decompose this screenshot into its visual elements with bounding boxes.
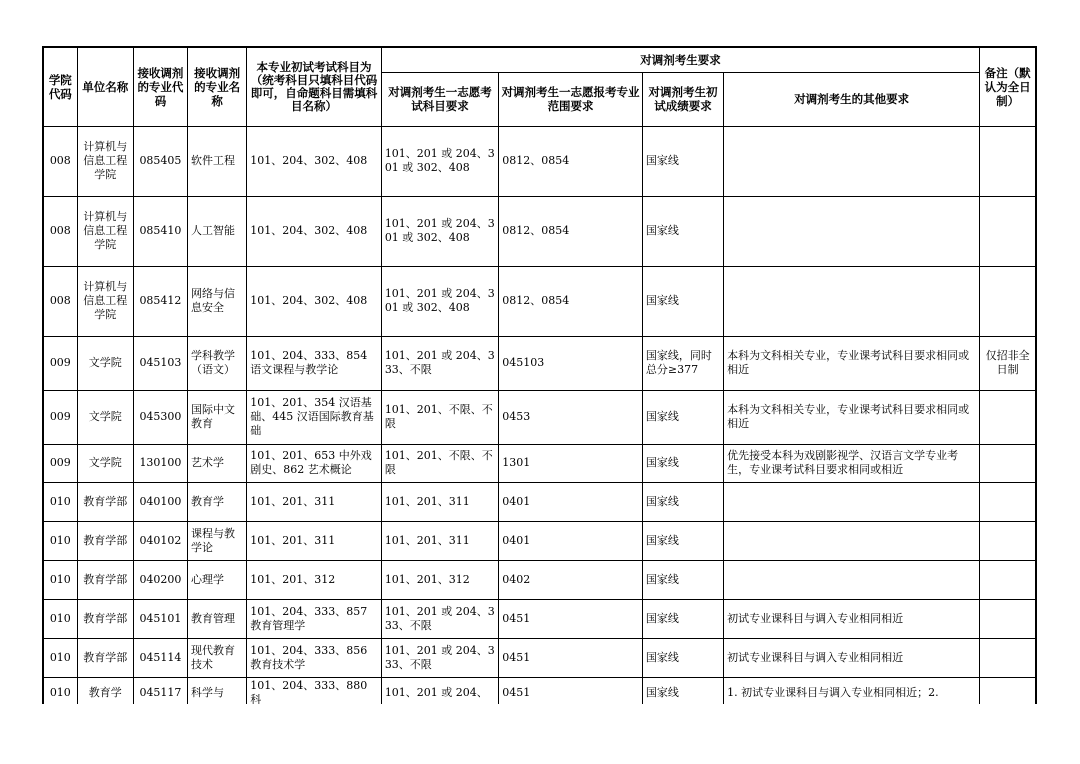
cell-major-code: 045103 [133,336,187,390]
table-row [43,126,1036,196]
cell-college-code: 008 [43,126,77,196]
header-unit-name: 单位名称 [77,47,133,126]
cell-req-score: 国家线 [642,638,723,677]
cell-req-subjects: 101、201、311 [381,521,498,560]
cell-college-code: 010 [43,599,77,638]
cell-exam-subjects: 101、201、312 [247,560,382,599]
cell-unit-name: 教育学部 [77,521,133,560]
cell-college-code: 010 [43,560,77,599]
cell-req-other [724,521,980,560]
cell-req-other: 初试专业课科目与调入专业相同相近 [724,638,980,677]
admission-table-sheet [42,46,1037,704]
adjustment-requirements-table [42,46,1037,704]
cell-req-scope: 045103 [499,336,643,390]
header-note: 备注（默认为全日制） [980,47,1036,126]
cell-req-score: 国家线 [642,126,723,196]
cell-major-code: 040102 [133,521,187,560]
cell-req-score: 国家线，同时总分≥377 [642,336,723,390]
header-req-scope: 对调剂考生一志愿报考专业范围要求 [499,72,643,126]
cell-college-code: 009 [43,390,77,444]
cell-req-other [724,482,980,521]
cell-major-code: 130100 [133,444,187,482]
table-body [43,126,1036,704]
cell-req-other: 初试专业课科目与调入专业相同相近 [724,599,980,638]
cell-major-code: 040100 [133,482,187,521]
cell-req-score: 国家线 [642,444,723,482]
table-row [43,444,1036,482]
cell-major-code: 045101 [133,599,187,638]
cell-major-name: 科学与 [188,677,247,704]
cell-req-subjects: 101、201 或 204、333、不限 [381,599,498,638]
cell-unit-name: 教育学部 [77,482,133,521]
cell-college-code: 010 [43,521,77,560]
cell-req-scope: 0402 [499,560,643,599]
cell-req-scope: 1301 [499,444,643,482]
cell-req-scope: 0812、0854 [499,126,643,196]
cell-req-other [724,196,980,266]
cell-college-code: 009 [43,444,77,482]
cell-req-other [724,560,980,599]
cell-req-subjects: 101、201、312 [381,560,498,599]
cell-exam-subjects: 101、204、333、854 语文课程与教学论 [247,336,382,390]
cell-note [980,599,1036,638]
header-requirements-group: 对调剂考生要求 [381,47,979,72]
cell-major-name: 学科教学（语文） [188,336,247,390]
cell-req-scope: 0812、0854 [499,266,643,336]
cell-exam-subjects: 101、204、333、880 科 [247,677,382,704]
cell-note [980,196,1036,266]
cell-req-scope: 0451 [499,677,643,704]
cell-college-code: 010 [43,482,77,521]
cell-note [980,677,1036,704]
cell-req-scope: 0401 [499,521,643,560]
cell-req-score: 国家线 [642,677,723,704]
cell-req-score: 国家线 [642,482,723,521]
cell-note [980,266,1036,336]
cell-req-score: 国家线 [642,560,723,599]
cell-req-subjects: 101、201、不限、不限 [381,390,498,444]
cell-exam-subjects: 101、204、302、408 [247,266,382,336]
cell-college-code: 010 [43,677,77,704]
cell-exam-subjects: 101、204、333、857 教育管理学 [247,599,382,638]
cell-note [980,482,1036,521]
table-row [43,266,1036,336]
cell-unit-name: 计算机与信息工程学院 [77,196,133,266]
table-row [43,521,1036,560]
cell-unit-name: 教育学部 [77,638,133,677]
cell-req-other: 优先接受本科为戏剧影视学、汉语言文学专业考生，专业课考试科目要求相同或相近 [724,444,980,482]
cell-req-score: 国家线 [642,196,723,266]
table-row [43,677,1036,704]
cell-note [980,638,1036,677]
table-row [43,390,1036,444]
cell-major-name: 国际中文教育 [188,390,247,444]
cell-req-score: 国家线 [642,266,723,336]
cell-major-name: 人工智能 [188,196,247,266]
cell-req-scope: 0812、0854 [499,196,643,266]
cell-req-subjects: 101、201 或 204、301 或 302、408 [381,266,498,336]
cell-exam-subjects: 101、201、311 [247,482,382,521]
table-row [43,482,1036,521]
cell-unit-name: 教育学 [77,677,133,704]
cell-exam-subjects: 101、201、653 中外戏剧史、862 艺术概论 [247,444,382,482]
cell-exam-subjects: 101、201、354 汉语基础、445 汉语国际教育基础 [247,390,382,444]
cell-major-name: 软件工程 [188,126,247,196]
cell-note [980,390,1036,444]
cell-major-code: 085405 [133,126,187,196]
cell-req-subjects: 101、201 或 204、301 或 302、408 [381,196,498,266]
cell-req-scope: 0401 [499,482,643,521]
cell-unit-name: 文学院 [77,390,133,444]
cell-exam-subjects: 101、201、311 [247,521,382,560]
table-row [43,336,1036,390]
cell-major-code: 045117 [133,677,187,704]
cell-major-name: 艺术学 [188,444,247,482]
cell-college-code: 010 [43,638,77,677]
cell-major-code: 085412 [133,266,187,336]
cell-major-name: 教育管理 [188,599,247,638]
cell-exam-subjects: 101、204、302、408 [247,196,382,266]
cell-major-name: 网络与信息安全 [188,266,247,336]
cell-req-score: 国家线 [642,390,723,444]
header-req-score: 对调剂考生初试成绩要求 [642,72,723,126]
header-college-code: 学院代码 [43,47,77,126]
cell-req-subjects: 101、201、311 [381,482,498,521]
table-row [43,196,1036,266]
header-major-code: 接收调剂的专业代码 [133,47,187,126]
cell-req-subjects: 101、201 或 204、 [381,677,498,704]
cell-req-other: 1. 初试专业课科目与调入专业相同相近；2. [724,677,980,704]
cell-note [980,521,1036,560]
cell-exam-subjects: 101、204、302、408 [247,126,382,196]
cell-req-other: 本科为文科相关专业，专业课考试科目要求相同或相近 [724,390,980,444]
cell-req-other [724,126,980,196]
cell-college-code: 008 [43,266,77,336]
cell-req-subjects: 101、201、不限、不限 [381,444,498,482]
cell-unit-name: 教育学部 [77,560,133,599]
cell-major-code: 040200 [133,560,187,599]
cell-unit-name: 文学院 [77,444,133,482]
cell-req-scope: 0453 [499,390,643,444]
header-req-other: 对调剂考生的其他要求 [724,72,980,126]
cell-exam-subjects: 101、204、333、856 教育技术学 [247,638,382,677]
cell-note: 仅招非全日制 [980,336,1036,390]
header-exam-subjects: 本专业初试考试科目为（统考科目只填科目代码即可，自命题科目需填科目名称） [247,47,382,126]
cell-req-scope: 0451 [499,599,643,638]
table-row [43,638,1036,677]
cell-major-code: 045300 [133,390,187,444]
cell-major-name: 心理学 [188,560,247,599]
cell-major-code: 085410 [133,196,187,266]
cell-unit-name: 计算机与信息工程学院 [77,266,133,336]
cell-note [980,126,1036,196]
header-req-subjects: 对调剂考生一志愿考试科目要求 [381,72,498,126]
cell-note [980,444,1036,482]
cell-req-subjects: 101、201 或 204、333、不限 [381,336,498,390]
cell-unit-name: 教育学部 [77,599,133,638]
header-major-name: 接收调剂的专业名称 [188,47,247,126]
cell-unit-name: 计算机与信息工程学院 [77,126,133,196]
cell-note [980,560,1036,599]
cell-college-code: 009 [43,336,77,390]
cell-major-code: 045114 [133,638,187,677]
cell-unit-name: 文学院 [77,336,133,390]
cell-req-score: 国家线 [642,599,723,638]
cell-req-score: 国家线 [642,521,723,560]
table-row [43,560,1036,599]
table-row [43,599,1036,638]
cell-req-subjects: 101、201 或 204、301 或 302、408 [381,126,498,196]
cell-college-code: 008 [43,196,77,266]
cell-req-other: 本科为文科相关专业，专业课考试科目要求相同或相近 [724,336,980,390]
cell-req-scope: 0451 [499,638,643,677]
cell-major-name: 现代教育技术 [188,638,247,677]
cell-major-name: 课程与教学论 [188,521,247,560]
cell-major-name: 教育学 [188,482,247,521]
cell-req-subjects: 101、201 或 204、333、不限 [381,638,498,677]
cell-req-other [724,266,980,336]
